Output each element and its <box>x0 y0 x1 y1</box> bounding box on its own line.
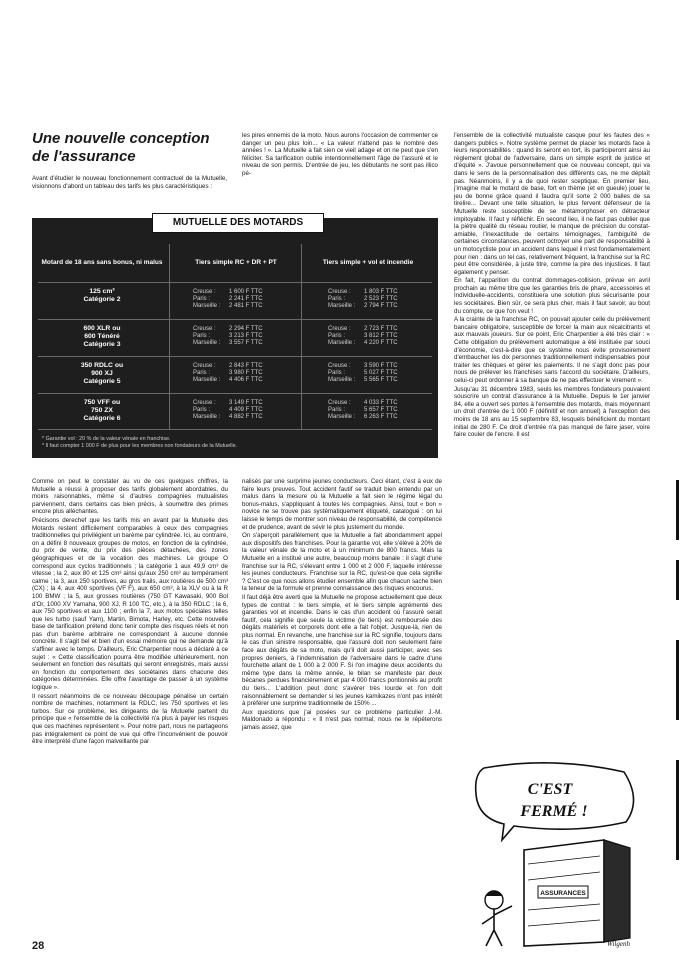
helmet <box>485 891 503 896</box>
paragraph: On s'aperçoit parallèlement que la Mutuelle a fait abondamment appel aux dispositifs des franchises. Pour la garantie vol, elle s'élève à 20% de la valeur vénale de la moto et à un minimum de 800 francs. Mais la Mutuelle en a institué une autre, beaucoup moins banale : il s'agit d'une franchise sur la RC, s'élevant entre 1 000 et 2 000 F, laquelle intéresse les jeunes conducteurs. Franchise sur la RC, qu'est-ce que cela signifie ? C'est ce que nous allons étudier ensemble afin que chacun sache bien la teneur de la formule et prenne connaissance des risques encourus. <box>242 532 442 593</box>
paragraph: En fait, l'apparition du contrat dommages-collision, prévue en avril prochain au même titre que les garanties bris de phare, accessoires et Individuelle-accidents, constituera une solution plus sécurisante pour les sociétaires. Bien sûr, ce sera plus cher, mais il faut savoir, au bout du compte, ce que l'on veut ! <box>454 277 650 315</box>
header-rider: Motard de 18 ans sans bonus, ni malus <box>41 259 163 266</box>
door-frame <box>604 840 630 942</box>
paragraph: Précisons derechef que les tarifs mis en avant par la Mutuelle des Motards restent difficilement comparables à ceux des compagnies traditionnelles qui privilégient un barème par cylindrée. Ici, au contraire, on a défini 8 nouveaux groupes de motos, en fonction de la cylindrée, du prix de vente, du prix des pièces détachées, des zones géographiques et de la vocation des machines. Le groupe O correspond aux cyclos traditionnels ; la catégorie 1 aux 49,9 cm³ de vitesse ; la 2, aux 80 et 125 cm³ ainsi qu'aux 250 cm³ au tempérament calme ; la 3, aux 250 sportives, au gros trails, aux routières de 500 cm³ (CX) ; la 4, aux 400 sportives (VF F), aux 650 cm³, à la XLV ou à la R 100 BMW ; la 5, aux grosses routières (750 GT Kawasaki, 900 Bol d'Or, 1000 XV Yamaha, 900 XJ, R 100 TC, etc.), à la 350 RDLC ; la 6, aux 750 sportives et aux 1100 ; enfin la 7, aux motos spéciales telles que les turbo (sauf Yam), Martin, Bimota, Harley, etc. Cette nouvelle base de tarification prétend donc tenir compte des risques réels et non pas d'un barème arbitraire ne correspondant à aucune donnée concrète. Il s'agit bel et bien d'un essai mémoire qui ne demande qu'à s'affiner avec le temps. D'ailleurs, Eric Charpentier nous a déclaré à ce sujet : « Cette classification pourra être modifiée ultérieurement, non seulement en fonction des résultats qui seront enregistrés, mais aussi en fonction du comportement des sociétaires dans chacune des catégories déterminées. Elle offre l'avantage de passer à un système logique ». <box>32 516 228 692</box>
article-intro: Avant d'étudier le nouveau fonctionnement contractuel de la Mutuelle, visionnons d'abord un tableau des tarifs les plus caractéristiques : <box>32 175 227 190</box>
table-title: MUTUELLE DES MOTARDS <box>152 213 324 233</box>
paragraph: A la crainte de la franchise RC, on pouvait ajouter celle du prélèvement bancaire obligatoire, susceptible de forcer la main aux récalcitrants et aux mauvais joueurs. Sur ce point, Eric Charpentier a été très clair : « Cette obligation du prélèvement automatique a été instituée par souci d'économie, c'est-à-dire que ce système nous évite provisoirement d'embaucher les dix personnes traditionnellement indispensables pour traiter les chèques et gérer les paiements. Il ne s'agit donc pas pour nous de prélever les franchises sans l'accord du sociétaire. D'ailleurs, celui-ci peut ordonner à sa banque de ne pas effectuer le virement ». <box>454 316 650 384</box>
category-cell: 600 XLR ou 600 Ténéré Catégorie 3 <box>83 325 121 348</box>
cartoon-illustration <box>454 760 650 950</box>
paragraph: Jusqu'au 31 décembre 1983, seuls les membres fondateurs pouvaient souscrire un contrat d'assurance à la Mutuelle. Depuis le 1er janvier 84, elle a ouvert ses portes à l'ensemble des motards, mais moyennant un droit d'entrée de 1 000 F (définitif et non annuel) à l'exception des moins de 18 ans au 15 septembre 83, lesquels bénéficient du montant initial de 280 F. Ce droit d'entrée n'a pas manqué de faire jaser, voire faire couler de l'encre. Il est <box>454 385 650 439</box>
table-row <box>38 282 432 319</box>
price-cell: Creuse : 2 723 F TTC Paris : 3 812 F TTC Marseille : 4 220 F TTC <box>328 326 398 347</box>
paragraph: Il faut déjà être averti que la Mutuelle ne propose actuellement que deux types de contrat : le tiers simple, et le tiers simple agrémenté des garanties vol et incendie. Dans le cas d'un accident où l'assuré serait fautif, cela signifie que seule la victime (le tiers) est remboursée des dégâts matériels et corporels dont elle a fait l'objet. Jusque-là, rien de plus normal. En revanche, une franchise sur la RC signifie, toujours dans le cas d'un sinistre responsable, que l'assuré doit non seulement faire face aux dégâts de sa moto, mais qu'il doit aussi participer, avec ses propres deniers, à l'indemnisation de l'adversaire dans le cadre d'une fourchette allant de 1 000 à 2 000 F. Si l'on imagine deux accidents du même type dans la même année, le bilan se manifeste par deux bécanes perdues financièrement et par 4 000 francs pontionnés au profit du tiers... L'addition peut donc s'avérer très lourde et l'on doit raisonnablement se demander si les jeunes kamikazes n'ont pas intérêt à préférer une surprime traditionnelle de 150% ... <box>242 593 442 708</box>
edge-mark <box>676 640 679 720</box>
speech-bubble <box>476 763 634 840</box>
note: * Il faut compter 1 000 F de plus pour les membres non fondateurs de la Mutuelle. <box>42 443 238 449</box>
edge-mark <box>676 560 679 600</box>
category-cell: 350 RDLC ou 900 XJ Catégorie 5 <box>80 362 124 385</box>
tariff-table <box>32 218 438 458</box>
column-1-bottom <box>32 478 228 747</box>
column-2-bottom <box>242 478 442 733</box>
note: * Garantie vol : 20 % de la valeur vénale en franchise. <box>42 436 171 442</box>
paragraph: l'ensemble de la collectivité mutualiste casque pour les fautes des « dangers publics ». Notre système permet de placer les motards face à leurs responsabilités : quand ils seront en tort, ils participeront ainsi au règlement global de l'adversaire, dans un simple esprit de justice et d'équité ». J'avoue personnellement que ce nouveau concept, qui va dans le sens de la personnalisation des différents cas, ne me déplaît pas. Néanmoins, il y a de quoi rester sceptique. En premier lieu, j'imagine mal le motard de base, fort en thème (et en gueule) jouer le jeu de bonne grâce quand il faudra qu'il sorte 2 000 balles de sa tirelire... Devant une telle situation, le plus fervent défenseur de la Mutuelle reste susceptible de se métamorphoser en détracteur impitoyable. Il faut y réfléchir. En second lieu, il ne faut pas oublier que la piètre qualité du réseau routier, le manque de précision du constat-amiable, l'inexactitude de certains témoignages, l'ambiguïté de certaines circonstances, peuvent octroyer une part de responsabilité à un motocycliste pour un accident dans lequel il n'est fondamentalement pour rien : dans un tel cas, relativement fréquent, la franchise sur la RC peut être considérée, à juste titre, comme la pire des injustices. Il faut également y penser. <box>454 132 650 276</box>
price-cell: Creuse : 3 149 F TTC Paris : 4 409 F TTC Marseille : 4 882 F TTC <box>193 400 263 421</box>
article-title: Une nouvelle conception de l'assurance <box>32 130 210 165</box>
header-tiers-vol: Tiers simple + vol et incendie <box>322 259 414 266</box>
paragraph: Aux questions que j'ai posées sur ce problème particulier J.-M. Maldonado a répondu : « Il n'est pas normal, nous ne le répéterons jamais assez, que <box>242 708 442 731</box>
page-number: 28 <box>32 940 45 952</box>
rider-body <box>482 906 512 946</box>
price-cell: Creuse : 4 033 F TTC Paris : 5 657 F TTC Marseille : 6 263 F TTC <box>328 400 398 421</box>
paragraph: Comme on peut le constater au vu de ces quelques chiffres, la Mutuelle a réussi à proposer des tarifs globalement abordables, du moins raisonnables, même si d'autres compagnies mutualistes parviennent, dans certains cas bien précis, à soumettre des primes encore plus alléchantes. <box>32 478 228 516</box>
table-notes <box>42 436 432 450</box>
edge-mark <box>676 760 679 860</box>
edge-mark <box>676 480 679 540</box>
signature: Wilgenh <box>607 940 630 948</box>
paragraph: Il ressort néanmoins de ce nouveau découpage pénalise un certain nombre de machines, notamment la RDLC, les 750 sportives et les turbos. Sur ce problème, les dirigeants de la Mutuelle partent du principe que « l'ensemble de la collectivité n'a plus à payer les risques que ces machines représentent ». Pour notre part, nous ne partageons pas intégralement ce point de vue qui offre l'inconvénient de pouvoir être interprété d'une façon malveillante par <box>32 692 228 746</box>
price-cell: Creuse : 2 294 F TTC Paris : 3 213 F TTC Marseille : 3 557 F TTC <box>193 326 263 347</box>
price-cell: Creuse : 1 803 F TTC Paris : 2 523 F TTC Marseille : 2 794 F TTC <box>328 289 398 310</box>
column-3 <box>454 132 650 440</box>
price-cell: Creuse : 1 600 F TTC Paris : 2 241 F TTC Marseille : 2 481 F TTC <box>193 289 263 310</box>
speech-text: C'EST FERMÉ ! <box>520 781 588 820</box>
row-divider <box>38 429 432 430</box>
category-cell: 125 cm³ Catégorie 2 <box>83 288 121 303</box>
door-label: ASSURANCES <box>540 890 586 897</box>
price-cell: Creuse : 3 590 F TTC Paris : 5 027 F TTC Marseille : 5 565 F TTC <box>328 363 398 384</box>
price-cell: Creuse : 2 843 F TTC Paris : 3 980 F TTC Marseille : 4 406 F TTC <box>193 363 263 384</box>
paragraph: nalisés par une surprime jeunes conducteurs. Ceci étant, c'est à eux de faire leurs preuves. Tout accident fautif se traduit bien entendu par un malus dans la mesure où la Mutuelle a fait sien le régime légal du bonus-malus, s'appliquant à toutes les compagnies. Ainsi, tout « bon » novice ne se trouve pas systématiquement étiqueté, catalogué : on lui laisse le temps de montrer son niveau de responsabilité, de compétence et de prudence, avant de sévir le plus justement du monde. <box>242 478 442 531</box>
table-row <box>38 393 432 429</box>
table-row <box>38 356 432 393</box>
column-2-top: les pires ennemis de la moto. Nous aurons l'occasion de commenter ce danger un peu plus loin... « La valeur n'attend pas le nombre des années ! ». La Mutuelle a fait sien ce vieil adage et on ne peut que s'en féliciter. Sa tarification oublie intentionnellement l'âge de l'assuré et le niveau de son permis. D'entrée de jeu, les débutants ne sont pas illico pé- <box>242 132 438 177</box>
table-row <box>38 319 432 356</box>
header-tiers-simple: Tiers simple RC + DR + PT <box>195 259 277 266</box>
category-cell: 750 VFF ou 750 ZX Catégorie 6 <box>83 399 121 422</box>
